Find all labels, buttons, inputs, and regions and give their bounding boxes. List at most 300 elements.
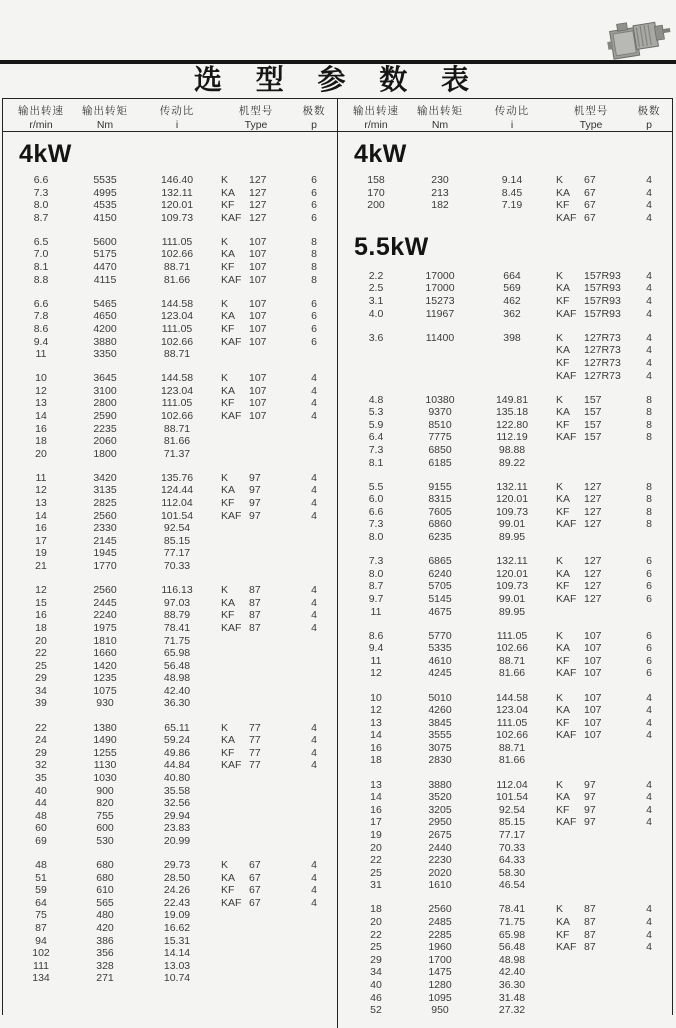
torque-cell: 4150 xyxy=(93,211,117,224)
table-row xyxy=(338,212,672,225)
speed-cell: 14 xyxy=(370,729,382,742)
type-cell xyxy=(213,298,299,311)
poles-cell: 6 xyxy=(646,555,652,568)
ratio-cell: 101.54 xyxy=(495,791,529,804)
type-cell xyxy=(213,622,299,635)
type-size xyxy=(584,444,634,457)
type-prefix: KA xyxy=(556,186,571,199)
power-section-label: 5.5kW xyxy=(354,232,429,261)
torque-cell: 1075 xyxy=(93,684,117,697)
type-cell xyxy=(548,531,634,544)
type-prefix: KF xyxy=(221,322,235,335)
speed-cell: 16 xyxy=(370,741,382,754)
torque-cell xyxy=(404,344,476,357)
torque-cell: 17000 xyxy=(425,269,455,282)
type-cell xyxy=(213,372,299,385)
speed-cell: 31 xyxy=(370,879,382,892)
torque-cell: 328 xyxy=(96,959,114,972)
type-cell xyxy=(213,947,299,960)
table-row xyxy=(3,248,337,261)
ratio-cell: 71.75 xyxy=(163,634,191,647)
speed-cell: 16 xyxy=(35,422,47,435)
speed-cell: 21 xyxy=(35,560,47,573)
ratio-cell: 81.66 xyxy=(498,754,526,767)
type-size xyxy=(249,835,299,848)
type-size: 107 xyxy=(249,397,267,410)
torque-cell: 1660 xyxy=(93,647,117,660)
ratio-cell: 89.22 xyxy=(498,456,526,469)
table-row xyxy=(338,655,672,668)
type-prefix: K xyxy=(556,174,564,186)
type-size xyxy=(249,522,299,535)
col-header-poles: 极数 p xyxy=(302,105,326,131)
type-cell xyxy=(548,580,634,593)
speed-cell: 6.0 xyxy=(368,493,384,506)
table-row xyxy=(338,444,672,457)
speed-cell: 14 xyxy=(35,410,47,422)
type-prefix xyxy=(221,647,249,660)
type-prefix: K xyxy=(556,331,564,344)
type-prefix: KA xyxy=(556,704,571,717)
type-cell xyxy=(213,448,299,461)
ratio-cell: 29.94 xyxy=(163,809,191,822)
table-row xyxy=(3,747,337,760)
type-cell xyxy=(548,791,634,804)
poles-cell xyxy=(634,879,664,892)
speed-cell: 8.0 xyxy=(368,531,384,544)
table-header-left xyxy=(3,99,337,131)
type-size xyxy=(584,754,634,767)
type-size: 157R93 xyxy=(584,269,621,282)
ratio-cell: 120.01 xyxy=(160,199,194,212)
speed-cell: 5.3 xyxy=(368,406,384,419)
type-size: 107 xyxy=(584,642,602,655)
type-size: 97 xyxy=(249,497,261,510)
ratio-cell: 116.13 xyxy=(161,584,193,597)
type-size: 127 xyxy=(249,211,267,224)
speed-cell: 6.4 xyxy=(368,431,384,444)
ratio-cell: 19.09 xyxy=(163,909,191,922)
poles-cell xyxy=(634,954,664,967)
table-row xyxy=(338,979,672,992)
type-cell xyxy=(213,423,299,436)
poles-cell xyxy=(299,947,329,960)
poles-cell: 8 xyxy=(646,480,652,493)
torque-cell: 2145 xyxy=(93,534,117,547)
type-size xyxy=(249,922,299,935)
type-prefix xyxy=(556,867,584,880)
type-prefix xyxy=(221,797,249,810)
type-prefix: K xyxy=(556,269,564,282)
table-row xyxy=(338,966,672,979)
torque-cell: 480 xyxy=(96,909,114,922)
torque-cell: 356 xyxy=(96,947,114,960)
type-size: 87 xyxy=(249,609,261,622)
ratio-cell: 13.03 xyxy=(163,959,191,972)
type-size xyxy=(249,635,299,648)
poles-cell xyxy=(299,972,329,985)
type-prefix: KAF xyxy=(221,273,242,286)
table-row xyxy=(3,510,337,523)
table-row xyxy=(338,308,672,321)
type-prefix: K xyxy=(556,691,564,704)
torque-cell: 15273 xyxy=(425,295,455,308)
table-row xyxy=(338,531,672,544)
ratio-cell: 664 xyxy=(503,269,521,282)
speed-cell xyxy=(348,357,404,370)
poles-cell: 6 xyxy=(311,322,317,335)
torque-cell: 6235 xyxy=(428,531,452,544)
type-prefix xyxy=(556,979,584,992)
table-row xyxy=(338,717,672,730)
page-title: 选 型 参 数 表 xyxy=(193,64,483,95)
table-row xyxy=(338,431,672,444)
poles-cell: 4 xyxy=(311,484,317,497)
poles-cell: 8 xyxy=(646,505,652,518)
speed-cell: 34 xyxy=(35,684,47,697)
poles-cell xyxy=(299,660,329,673)
speed-cell: 17 xyxy=(35,534,47,547)
type-cell xyxy=(548,816,634,829)
type-prefix xyxy=(221,547,249,560)
speed-cell: 20 xyxy=(35,447,47,460)
type-cell xyxy=(213,609,299,622)
type-cell xyxy=(548,174,634,187)
poles-cell: 4 xyxy=(311,497,317,510)
type-cell xyxy=(548,187,634,200)
col-header-type: 机型号 Type xyxy=(238,105,274,131)
torque-cell: 7605 xyxy=(428,505,452,518)
poles-cell xyxy=(299,922,329,935)
torque-cell: 2825 xyxy=(93,497,117,510)
poles-cell: 8 xyxy=(646,493,652,506)
poles-cell xyxy=(299,697,329,710)
speed-cell: 7.0 xyxy=(33,248,49,261)
type-cell xyxy=(213,835,299,848)
type-prefix: KAF xyxy=(556,307,577,320)
type-size: 67 xyxy=(584,174,596,186)
type-cell xyxy=(548,979,634,992)
type-prefix xyxy=(221,697,249,710)
col-header-speed: 输出转速 r/min xyxy=(18,105,64,131)
poles-cell: 4 xyxy=(311,609,317,622)
type-size xyxy=(249,960,299,973)
type-size xyxy=(584,879,634,892)
table-header-right xyxy=(337,99,672,131)
type-cell xyxy=(548,630,634,643)
torque-cell: 930 xyxy=(96,697,114,710)
type-cell xyxy=(213,722,299,735)
type-prefix: KF xyxy=(556,928,570,941)
ratio-cell: 88.71 xyxy=(498,741,526,754)
type-prefix xyxy=(221,535,249,548)
type-size: 127 xyxy=(249,186,267,199)
ratio-cell: 144.58 xyxy=(160,372,194,385)
col-header-torque: 输出转矩 Nm xyxy=(417,105,463,131)
torque-cell: 4650 xyxy=(93,310,117,323)
type-cell xyxy=(548,270,634,283)
torque-cell: 1420 xyxy=(93,659,117,672)
type-prefix: KAF xyxy=(221,410,242,422)
type-prefix: K xyxy=(556,480,564,493)
torque-cell: 9370 xyxy=(428,406,452,419)
type-size: 87 xyxy=(584,903,596,916)
poles-cell: 8 xyxy=(646,393,652,406)
ratio-cell: 36.30 xyxy=(163,697,191,710)
type-cell xyxy=(213,660,299,673)
speed-cell: 8.6 xyxy=(33,322,49,335)
table-row xyxy=(338,568,672,581)
torque-cell: 2560 xyxy=(93,584,117,597)
type-prefix xyxy=(556,829,584,842)
type-size: 157R93 xyxy=(584,307,621,320)
type-cell xyxy=(548,370,634,383)
type-size: 157 xyxy=(584,406,602,419)
torque-cell: 3075 xyxy=(428,741,452,754)
type-size: 107 xyxy=(249,372,267,385)
torque-cell: 3645 xyxy=(93,372,117,385)
torque-cell: 7775 xyxy=(428,431,452,444)
type-size: 127 xyxy=(584,580,602,593)
type-cell xyxy=(548,642,634,655)
type-size: 77 xyxy=(249,721,261,734)
torque-cell: 950 xyxy=(431,1004,449,1017)
speed-cell: 6.6 xyxy=(33,174,49,186)
rating-group xyxy=(338,332,672,382)
table-row xyxy=(3,635,337,648)
ratio-cell: 123.04 xyxy=(160,384,194,397)
speed-cell: 6.5 xyxy=(33,235,49,248)
ratio-cell: 102.66 xyxy=(160,410,194,422)
poles-cell: 4 xyxy=(646,307,652,320)
type-cell xyxy=(213,584,299,597)
type-cell xyxy=(213,187,299,200)
poles-cell: 8 xyxy=(311,261,317,274)
speed-cell: 24 xyxy=(35,734,47,747)
table-row xyxy=(3,323,337,336)
speed-cell: 22 xyxy=(370,928,382,941)
table-row xyxy=(338,481,672,494)
poles-cell: 4 xyxy=(311,734,317,747)
type-prefix: KAF xyxy=(221,896,242,909)
ratio-cell xyxy=(476,344,548,357)
table-row xyxy=(338,370,672,383)
type-prefix xyxy=(556,606,584,619)
torque-cell: 3205 xyxy=(428,803,452,816)
poles-cell xyxy=(299,435,329,448)
speed-cell: 40 xyxy=(35,784,47,797)
ratio-cell: 56.48 xyxy=(163,659,191,672)
type-cell xyxy=(213,323,299,336)
torque-cell: 1810 xyxy=(93,634,117,647)
ratio-cell: 9.14 xyxy=(501,174,523,186)
table-row xyxy=(3,174,337,187)
type-size xyxy=(249,972,299,985)
type-size xyxy=(249,947,299,960)
type-prefix: KA xyxy=(556,406,571,419)
type-size: 107 xyxy=(249,297,267,310)
speed-cell: 10 xyxy=(35,372,47,385)
type-cell xyxy=(213,510,299,523)
speed-cell: 25 xyxy=(370,866,382,879)
table-row xyxy=(3,935,337,948)
poles-cell: 4 xyxy=(311,621,317,634)
torque-cell: 2230 xyxy=(428,854,452,867)
type-prefix: KF xyxy=(556,505,570,518)
torque-cell: 5770 xyxy=(428,629,452,642)
speed-cell: 2.5 xyxy=(368,282,384,295)
poles-cell: 4 xyxy=(646,916,652,928)
table-row xyxy=(3,972,337,985)
table-row xyxy=(338,854,672,867)
type-prefix: KAF xyxy=(556,431,577,444)
speed-cell: 75 xyxy=(35,909,47,922)
type-size xyxy=(249,423,299,436)
poles-cell: 4 xyxy=(646,816,652,829)
table-row xyxy=(338,667,672,680)
poles-cell xyxy=(634,854,664,867)
rating-group xyxy=(3,298,337,361)
type-prefix: K xyxy=(221,721,229,734)
ratio-cell: 71.37 xyxy=(163,447,191,460)
type-size: 97 xyxy=(584,778,596,791)
ratio-cell: 92.54 xyxy=(163,522,191,535)
type-size xyxy=(249,697,299,710)
type-cell xyxy=(213,484,299,497)
speed-cell xyxy=(348,370,404,383)
speed-cell: 9.4 xyxy=(368,642,384,655)
torque-cell: 2560 xyxy=(428,903,452,916)
poles-cell: 4 xyxy=(646,928,652,941)
type-size xyxy=(584,966,634,979)
speed-cell: 60 xyxy=(35,822,47,835)
type-cell xyxy=(213,274,299,287)
speed-cell: 2.2 xyxy=(368,269,384,282)
torque-cell: 6850 xyxy=(428,444,452,456)
poles-cell xyxy=(634,979,664,992)
type-prefix xyxy=(556,754,584,767)
torque-cell: 600 xyxy=(96,822,114,835)
torque-cell: 3845 xyxy=(428,716,452,729)
speed-cell: 16 xyxy=(35,609,47,622)
parameter-table xyxy=(2,98,673,1015)
poles-cell: 8 xyxy=(646,431,652,444)
col-header-ratio: 传动比 i xyxy=(159,105,195,131)
type-size xyxy=(249,797,299,810)
speed-cell: 12 xyxy=(35,484,47,497)
poles-cell: 6 xyxy=(311,335,317,348)
torque-cell: 1255 xyxy=(93,746,117,759)
gearmotor-photo xyxy=(605,11,673,65)
type-size: 67 xyxy=(584,211,596,224)
type-cell xyxy=(213,199,299,212)
type-prefix: K xyxy=(221,471,229,484)
type-cell xyxy=(213,261,299,274)
table-row xyxy=(338,419,672,432)
ratio-cell: 102.66 xyxy=(495,642,529,655)
type-size: 87 xyxy=(584,916,596,928)
type-size: 127R73 xyxy=(584,331,621,344)
ratio-cell: 40.80 xyxy=(163,771,191,784)
type-prefix xyxy=(556,531,584,544)
type-prefix xyxy=(221,448,249,461)
type-cell xyxy=(213,310,299,323)
type-prefix xyxy=(221,935,249,948)
ratio-cell: 15.31 xyxy=(163,934,191,947)
type-prefix: KF xyxy=(221,497,235,510)
torque-cell: 6860 xyxy=(428,518,452,531)
type-size: 97 xyxy=(584,816,596,829)
table-row xyxy=(3,835,337,848)
torque-cell: 1770 xyxy=(93,560,117,573)
speed-cell: 16 xyxy=(35,522,47,535)
speed-cell: 69 xyxy=(35,834,47,847)
ratio-cell: 88.71 xyxy=(163,348,191,361)
torque-cell: 1800 xyxy=(93,447,117,460)
type-prefix: KAF xyxy=(221,211,242,224)
table-row xyxy=(338,941,672,954)
type-cell xyxy=(548,444,634,457)
type-cell xyxy=(548,954,634,967)
type-cell xyxy=(548,431,634,444)
torque-cell: 1030 xyxy=(93,771,117,784)
torque-cell: 5175 xyxy=(93,248,117,261)
ratio-cell: 14.14 xyxy=(163,947,191,960)
speed-cell: 13 xyxy=(370,716,382,729)
ratio-cell: 42.40 xyxy=(498,966,526,979)
col-header-poles: 极数 p xyxy=(637,105,661,131)
table-row xyxy=(3,448,337,461)
ratio-cell: 7.19 xyxy=(501,199,523,212)
poles-cell xyxy=(634,867,664,880)
ratio-cell xyxy=(476,212,548,225)
poles-cell: 4 xyxy=(311,896,317,909)
type-size: 97 xyxy=(249,509,261,522)
ratio-cell: 102.66 xyxy=(160,248,194,261)
type-cell xyxy=(548,506,634,519)
torque-cell: 2830 xyxy=(428,754,452,767)
type-prefix: KF xyxy=(556,295,570,308)
ratio-cell: 36.30 xyxy=(498,978,526,991)
ratio-cell: 109.73 xyxy=(160,211,194,224)
speed-cell: 11 xyxy=(35,348,47,361)
ratio-cell: 27.32 xyxy=(498,1004,526,1017)
type-size: 97 xyxy=(584,803,596,816)
speed-cell: 7.3 xyxy=(368,518,384,531)
poles-cell xyxy=(299,835,329,848)
speed-cell: 14 xyxy=(370,791,382,804)
table-row xyxy=(3,435,337,448)
type-size: 107 xyxy=(249,335,267,348)
poles-cell: 4 xyxy=(646,199,652,212)
ratio-cell: 58.30 xyxy=(498,866,526,879)
ratio-cell: 462 xyxy=(503,295,521,308)
table-row xyxy=(338,916,672,929)
table-row xyxy=(3,584,337,597)
torque-cell: 2950 xyxy=(428,816,452,829)
type-prefix: KAF xyxy=(556,816,577,829)
type-cell xyxy=(548,903,634,916)
type-cell xyxy=(548,692,634,705)
type-prefix: KAF xyxy=(556,729,577,742)
speed-cell: 14 xyxy=(35,509,47,522)
torque-cell: 4115 xyxy=(93,273,117,286)
type-cell xyxy=(548,282,634,295)
table-row xyxy=(338,929,672,942)
ratio-cell xyxy=(476,370,548,383)
table-row xyxy=(338,174,672,187)
ratio-cell: 398 xyxy=(503,331,521,344)
